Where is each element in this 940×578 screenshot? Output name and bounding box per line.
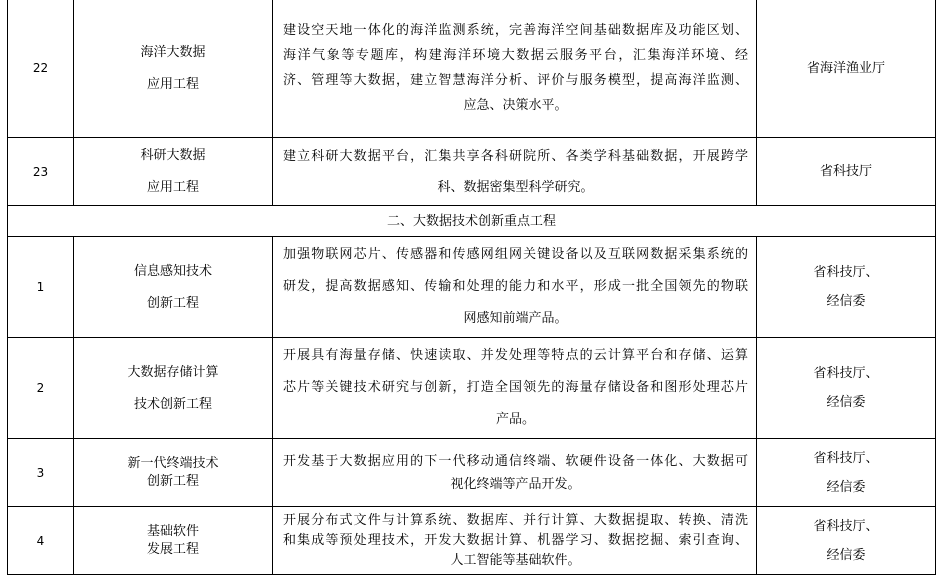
project-name-line: 应用工程 <box>146 76 199 92</box>
section-title: 二、大数据技术创新重点工程 <box>8 206 936 237</box>
project-name-cell <box>74 237 273 338</box>
row-number: 3 <box>8 439 74 507</box>
description-line: 产品。 <box>495 412 535 427</box>
department-cell <box>757 507 936 575</box>
project-name-line: 信息感知技术 <box>133 263 212 279</box>
description-line: 人工智能等基础软件。 <box>450 552 581 568</box>
department-cell <box>757 237 936 338</box>
table-row <box>8 138 936 206</box>
row-number: 4 <box>8 507 74 575</box>
description-line: 开展分布式文件与计算系统、数据库、并行计算、大数据提取、转换、清洗 <box>283 512 748 528</box>
description-line: 应急、决策水平。 <box>463 98 568 113</box>
description-line: 芯片等关键技术研究与创新，打造全国领先的海量存储设备和图形处理芯片 <box>283 380 748 395</box>
department-line: 经信委 <box>826 395 866 410</box>
project-description-cell <box>273 237 757 338</box>
department-line: 经信委 <box>826 479 866 495</box>
department-line: 省科技厅、 <box>813 518 879 534</box>
row-number: 2 <box>8 338 74 439</box>
project-name-line: 技术创新工程 <box>133 396 212 412</box>
description-line: 加强物联网芯片、传感器和传感网组网关键设备以及互联网数据采集系统的 <box>283 247 748 262</box>
description-line: 建立科研大数据平台，汇集共享各科研院所、各类学科基础数据，开展跨学 <box>283 148 748 164</box>
department-cell <box>757 138 936 206</box>
project-name-line: 创新工程 <box>146 295 199 311</box>
project-description-cell <box>273 0 757 138</box>
description-line: 视化终端等产品开发。 <box>450 476 581 492</box>
department-line: 省科技厅 <box>819 164 872 179</box>
description-line: 建设空天地一体化的海洋监测系统，完善海洋空间基础数据库及功能区划、 <box>283 23 748 38</box>
project-description-cell <box>273 338 757 439</box>
description-line: 济、管理等大数据，建立智慧海洋分析、评价与服务模型，提高海洋监测、 <box>283 73 748 88</box>
department-line: 经信委 <box>826 294 866 309</box>
table-row <box>8 439 936 507</box>
project-name-line: 海洋大数据 <box>140 44 206 60</box>
project-name-cell <box>74 138 273 206</box>
table-row <box>8 237 936 338</box>
department-line: 省科技厅、 <box>813 366 879 381</box>
description-line: 开发基于大数据应用的下一代移动通信终端、软硬件设备一体化、大数据可 <box>283 453 748 469</box>
department-cell <box>757 439 936 507</box>
description-line: 开展具有海量存储、快速读取、并发处理等特点的云计算平台和存储、运算 <box>283 348 748 363</box>
row-number: 22 <box>8 0 74 138</box>
table-row <box>8 338 936 439</box>
description-line: 和集成等预处理技术，开发大数据计算、机器学习、数据挖掘、索引查询、 <box>283 532 748 548</box>
section-header-row <box>8 206 936 237</box>
project-name-line: 基础软件 <box>146 524 199 539</box>
project-description-cell <box>273 138 757 206</box>
project-name-line: 应用工程 <box>146 180 199 195</box>
project-name-line: 大数据存储计算 <box>127 364 219 380</box>
project-name-line: 发展工程 <box>146 542 199 557</box>
department-line: 经信委 <box>826 547 866 563</box>
department-line: 省海洋渔业厅 <box>806 60 885 76</box>
project-name-line: 新一代终端技术 <box>127 456 219 471</box>
project-name-cell <box>74 338 273 439</box>
department-cell <box>757 0 936 138</box>
description-line: 科、数据密集型科学研究。 <box>437 179 594 195</box>
row-number: 1 <box>8 237 74 338</box>
project-description-cell <box>273 439 757 507</box>
table-row <box>8 0 936 138</box>
description-line: 研发，提高数据感知、传输和处理的能力和水平，形成一批全国领先的物联 <box>283 279 748 294</box>
project-table <box>7 0 936 575</box>
project-name-line: 科研大数据 <box>140 148 206 163</box>
department-cell <box>757 338 936 439</box>
row-number: 23 <box>8 138 74 206</box>
project-description-cell <box>273 507 757 575</box>
department-line: 省科技厅、 <box>813 265 879 280</box>
description-line: 网感知前端产品。 <box>463 311 568 326</box>
project-name-cell <box>74 0 273 138</box>
description-line: 海洋气象等专题库，构建海洋环境大数据云服务平台，汇集海洋环境、经 <box>283 48 748 63</box>
department-line: 省科技厅、 <box>813 450 879 466</box>
project-name-cell <box>74 439 273 507</box>
project-name-cell <box>74 507 273 575</box>
table-row <box>8 507 936 575</box>
project-name-line: 创新工程 <box>146 474 199 489</box>
